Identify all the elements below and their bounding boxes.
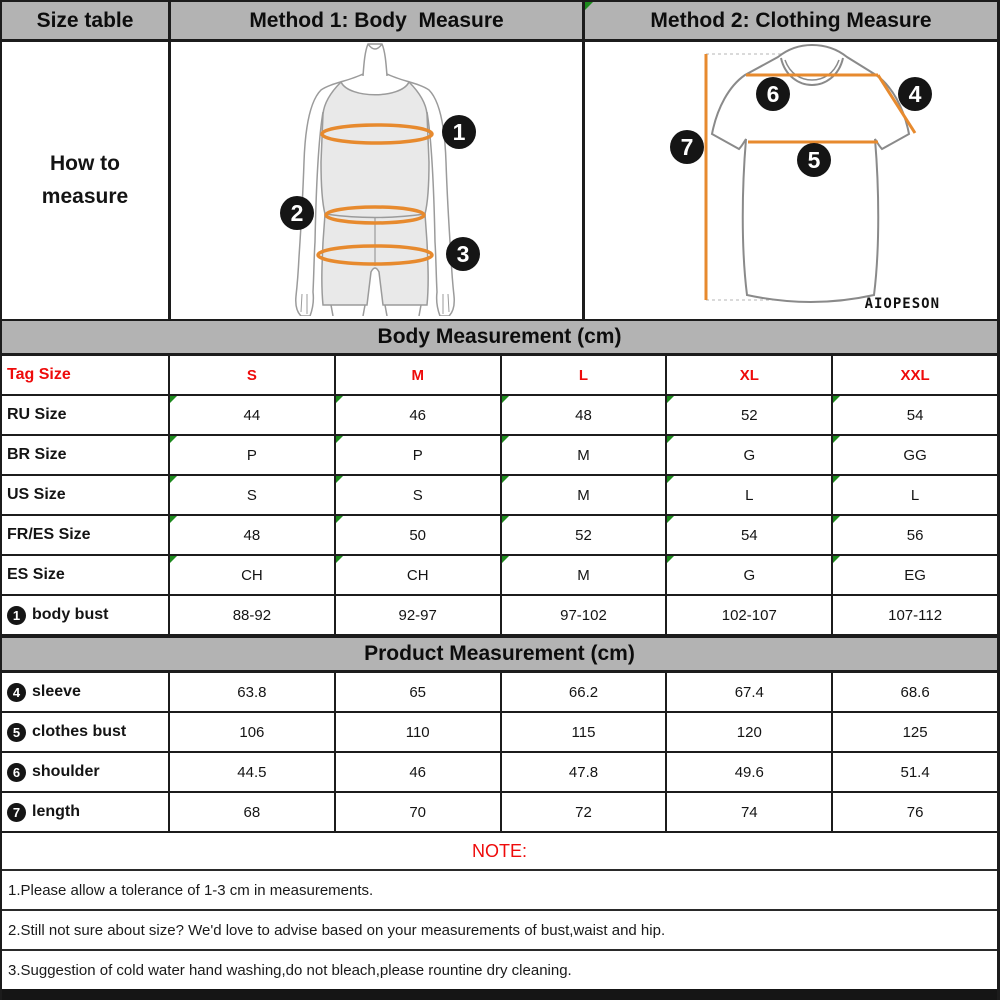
table-cell: M <box>500 476 666 516</box>
table-cell: CH <box>334 556 500 596</box>
brand-label: AIOPESON <box>864 296 940 312</box>
row-label-sleeve <box>2 673 168 713</box>
method1-header: Method 1: Body Measure <box>168 2 582 42</box>
table-cell: M <box>500 556 666 596</box>
table-cell: M <box>500 436 666 476</box>
table-cell: 67.4 <box>665 673 831 713</box>
tag-size-header: Tag Size <box>2 356 168 396</box>
table-cell: 65 <box>334 673 500 713</box>
row-label-length <box>2 793 168 833</box>
table-cell: 46 <box>334 753 500 793</box>
row-label-br-size: BR Size <box>2 436 168 476</box>
table-cell: 88-92 <box>168 596 334 636</box>
col-header-s: S <box>168 356 334 396</box>
marker-7-badge: 7 <box>7 803 26 822</box>
sleeve-label: sleeve <box>32 683 81 700</box>
table-cell: L <box>665 476 831 516</box>
length-label: length <box>32 803 80 820</box>
shoulder-label: shoulder <box>32 763 100 780</box>
marker-5 <box>797 143 831 177</box>
table-cell: 63.8 <box>168 673 334 713</box>
marker-6 <box>756 77 790 111</box>
marker-4-badge: 4 <box>7 683 26 702</box>
table-cell: 44 <box>168 396 334 436</box>
table-cell: 51.4 <box>831 753 997 793</box>
table-cell: 49.6 <box>665 753 831 793</box>
table-cell: 44.5 <box>168 753 334 793</box>
table-cell: 76 <box>831 793 997 833</box>
table-cell: 56 <box>831 516 997 556</box>
table-cell: L <box>831 476 997 516</box>
row-label-body-bust <box>2 596 168 636</box>
marker-4 <box>898 77 932 111</box>
table-cell: 125 <box>831 713 997 753</box>
svg-text:3: 3 <box>456 241 470 267</box>
table-cell: 107-112 <box>831 596 997 636</box>
top-header-row <box>2 2 997 42</box>
product-measurement-title: Product Measurement (cm) <box>2 636 997 673</box>
col-header-l: L <box>500 356 666 396</box>
note-item-2: 2.Still not sure about size? We'd love to advise based on your measurements of bust,waist and hip. <box>2 911 997 951</box>
table-cell: 106 <box>168 713 334 753</box>
body-measurement-table <box>2 356 997 636</box>
table-cell: 52 <box>500 516 666 556</box>
table-cell: P <box>334 436 500 476</box>
note-item-3: 3.Suggestion of cold water hand washing,do not bleach,please rountine dry cleaning. <box>2 951 997 991</box>
table-cell: 54 <box>665 516 831 556</box>
row-label-fres-size: FR/ES Size <box>2 516 168 556</box>
table-cell: GG <box>831 436 997 476</box>
row-label-ru-size: RU Size <box>2 396 168 436</box>
method2-header <box>582 2 997 42</box>
table-cell: 92-97 <box>334 596 500 636</box>
marker-1 <box>442 115 476 149</box>
svg-text:6: 6 <box>766 81 780 107</box>
table-cell: 66.2 <box>500 673 666 713</box>
table-cell: 48 <box>500 396 666 436</box>
svg-text:4: 4 <box>908 81 922 107</box>
note-item-1: 1.Please allow a tolerance of 1-3 cm in measurements. <box>2 871 997 911</box>
col-header-xl: XL <box>665 356 831 396</box>
table-cell: 68.6 <box>831 673 997 713</box>
table-cell: 110 <box>334 713 500 753</box>
table-cell: 46 <box>334 396 500 436</box>
row-label-clothes-bust <box>2 713 168 753</box>
marker-3 <box>446 237 480 271</box>
body-figure-illustration <box>171 42 582 316</box>
row-label-shoulder <box>2 753 168 793</box>
size-table-header: Size table <box>2 2 168 42</box>
table-cell: 52 <box>665 396 831 436</box>
table-cell: 68 <box>168 793 334 833</box>
table-cell: 72 <box>500 793 666 833</box>
table-cell: 50 <box>334 516 500 556</box>
excel-corner-mark <box>585 2 593 10</box>
table-cell: 74 <box>665 793 831 833</box>
table-cell: G <box>665 436 831 476</box>
svg-text:1: 1 <box>452 119 466 145</box>
table-cell: S <box>168 476 334 516</box>
row-label-us-size: US Size <box>2 476 168 516</box>
row-label-es-size: ES Size <box>2 556 168 596</box>
body-measurement-title: Body Measurement (cm) <box>2 319 997 356</box>
marker-2 <box>280 196 314 230</box>
table-cell: 97-102 <box>500 596 666 636</box>
table-cell: 48 <box>168 516 334 556</box>
bottom-bar <box>2 989 997 1000</box>
how-to-line1: How to <box>50 151 120 175</box>
marker-6-badge: 6 <box>7 763 26 782</box>
clothes-bust-label: clothes bust <box>32 723 127 740</box>
table-cell: CH <box>168 556 334 596</box>
table-cell: 54 <box>831 396 997 436</box>
svg-text:7: 7 <box>680 134 694 160</box>
table-cell: 102-107 <box>665 596 831 636</box>
svg-text:5: 5 <box>807 147 821 173</box>
product-measurement-table <box>2 673 997 833</box>
how-to-line2: measure <box>41 184 129 208</box>
note-title: NOTE: <box>2 833 997 871</box>
marker-1-badge: 1 <box>7 606 26 625</box>
body-measure-illustration <box>168 42 582 319</box>
table-cell: 115 <box>500 713 666 753</box>
table-cell: EG <box>831 556 997 596</box>
body-bust-label: body bust <box>32 606 109 623</box>
table-cell: 70 <box>334 793 500 833</box>
table-cell: S <box>334 476 500 516</box>
svg-text:2: 2 <box>290 200 304 226</box>
marker-5-badge: 5 <box>7 723 26 742</box>
marker-7 <box>670 130 704 164</box>
table-cell: 47.8 <box>500 753 666 793</box>
method2-header-label: Method 2: Clothing Measure <box>650 8 932 32</box>
table-cell: P <box>168 436 334 476</box>
illustration-row <box>2 42 997 319</box>
col-header-m: M <box>334 356 500 396</box>
col-header-xxl: XXL <box>831 356 997 396</box>
how-to-measure-cell <box>2 42 168 319</box>
tshirt-figure-illustration <box>585 42 997 316</box>
table-cell: G <box>665 556 831 596</box>
clothing-measure-illustration <box>582 42 997 319</box>
table-cell: 120 <box>665 713 831 753</box>
